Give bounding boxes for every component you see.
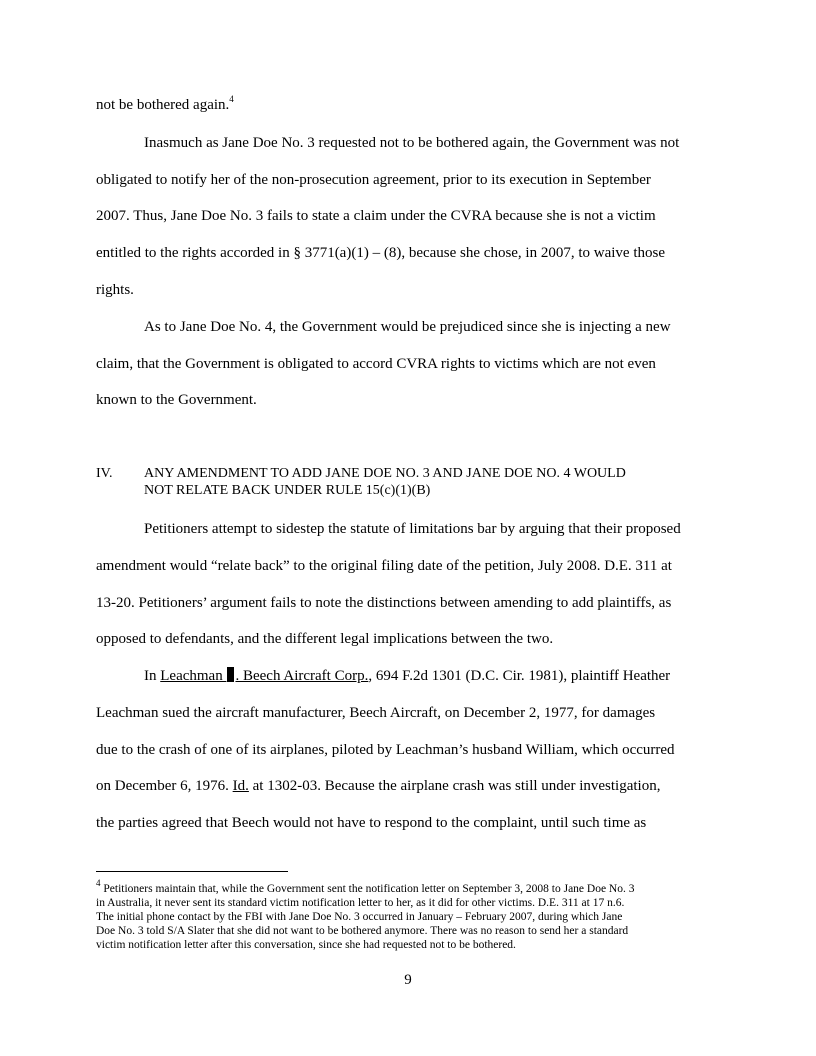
id-citation: Id. [232, 778, 249, 794]
body-line [96, 96, 234, 114]
body-line: opposed to defendants, and the different legal implications between the two. [96, 631, 554, 647]
body-line: due to the crash of one of its airplanes, piloted by Leachman’s husband William, which occurred [96, 742, 675, 758]
section-number: IV. [96, 466, 113, 481]
text: not be bothered again. [96, 97, 230, 113]
footnote-separator [96, 871, 288, 872]
body-line: known to the Government. [96, 392, 257, 408]
footnote-line [96, 878, 726, 897]
footnote-line: The initial phone contact by the FBI with Jane Doe No. 3 occurred in January – February 2007, during which Jane [96, 911, 623, 923]
body-line: entitled to the rights accorded in § 3771(a)(1) – (8), because she chose, in 2007, to waive those [96, 245, 665, 261]
body-line: 2007. Thus, Jane Doe No. 3 fails to state a claim under the CVRA because she is not a victim [96, 208, 656, 224]
body-line: Petitioners attempt to sidestep the statute of limitations bar by arguing that their proposed [144, 521, 681, 537]
footnote-line: in Australia, it never sent its standard victim notification letter to her, as it did for other victims. D.E. 311 at 17 n.6. [96, 897, 625, 909]
body-line [144, 667, 670, 685]
case-name-part: . Beech Aircraft Corp. [235, 668, 369, 684]
footnote-marker: 4 [96, 878, 101, 889]
case-citation [160, 668, 368, 684]
footnote-line: victim notification letter after this conversation, since she had requested not to be bothered. [96, 939, 516, 951]
redaction-block [227, 667, 234, 682]
text: at 1302-03. Because the airplane crash was still under investigation, [248, 778, 661, 794]
footnote-line: Doe No. 3 told S/A Slater that she did not want to be bothered anymore. There was no reason to send her a standard [96, 925, 629, 937]
body-line: obligated to notify her of the non-prosecution agreement, prior to its execution in September [96, 172, 651, 188]
body-line: the parties agreed that Beech would not have to respond to the complaint, until such time as [96, 815, 647, 831]
text: , 694 F.2d 1301 (D.C. Cir. 1981), plaintiff Heather [368, 668, 671, 684]
footnote-reference: 4 [229, 94, 234, 104]
body-line: 13-20. Petitioners’ argument fails to note the distinctions between amending to add plaintiffs, as [96, 595, 672, 611]
text: on December 6, 1976. [96, 778, 233, 794]
section-heading-line: NOT RELATE BACK UNDER RULE 15(c)(1)(B) [144, 483, 431, 498]
body-line: claim, that the Government is obligated to accord CVRA rights to victims which are not even [96, 356, 656, 372]
body-line [96, 777, 660, 795]
body-line: Leachman sued the aircraft manufacturer, Beech Aircraft, on December 2, 1977, for damages [96, 705, 656, 721]
text: Petitioners maintain that, while the Government sent the notification letter on September 3, 2008 to Jane Doe No. 3 [100, 883, 635, 895]
body-line: Inasmuch as Jane Doe No. 3 requested not to be bothered again, the Government was not [144, 135, 680, 151]
page-number: 9 [404, 972, 412, 988]
section-heading-line: ANY AMENDMENT TO ADD JANE DOE NO. 3 AND JANE DOE NO. 4 WOULD [144, 466, 626, 481]
text: In [144, 668, 161, 684]
case-name-part: Leachman [160, 668, 227, 684]
body-line: amendment would “relate back” to the original filing date of the petition, July 2008. D.E. 311 at [96, 558, 672, 574]
body-line: As to Jane Doe No. 4, the Government would be prejudiced since she is injecting a new [144, 319, 671, 335]
body-line: rights. [96, 282, 134, 298]
